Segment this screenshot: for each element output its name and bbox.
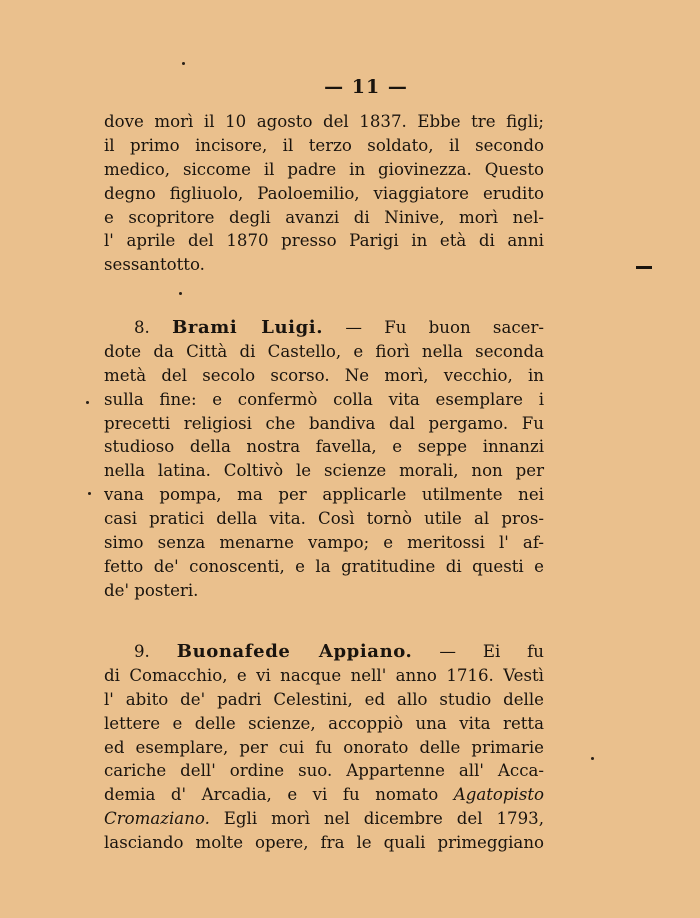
text-line: lettere e delle scienze, accoppiò una vita retta (104, 713, 544, 733)
entry-number: 8. (134, 318, 150, 337)
text-line: casi pratici della vita. Così tornò utile al pros- (104, 509, 544, 529)
text-line: metà del secolo scorso. Ne morì, vecchio, in (104, 365, 544, 385)
text-line: cariche dell' ordine suo. Appartenne all' Acca- (104, 761, 544, 781)
print-speck (88, 492, 91, 495)
entry-text: — Fu buon sacer- (345, 318, 544, 337)
text-line: de' posteri. (104, 580, 199, 600)
text-line: fetto de' conoscenti, e la gratitudine di questi e (104, 556, 544, 576)
text-line: l' aprile del 1870 presso Parigi in età di anni (104, 231, 544, 251)
print-speck (182, 62, 185, 65)
text-line: e scopritore degli avanzi di Ninive, morì nel- (104, 207, 544, 227)
entry-name: Buonafede Appiano. (176, 641, 413, 662)
text-line: ed esemplare, per cui fu onorato delle primarie (104, 737, 544, 757)
text-line: precetti religiosi che bandiva dal pergamo. Fu (104, 413, 544, 433)
text-line (104, 807, 544, 831)
paragraph-continuation (104, 110, 544, 277)
text-line: studioso della nostra favella, e seppe innanzi (104, 437, 544, 457)
text-line: sessantotto. (104, 255, 205, 275)
text-line: lasciando molte opere, fra le quali primeggiano (104, 833, 544, 853)
text-line: dove morì il 10 agosto del 1837. Ebbe tre figli; (104, 112, 544, 131)
text-line: di Comacchio, e vi nacque nell' anno 1716. Vestì (104, 665, 544, 685)
margin-dash-mark (636, 266, 652, 269)
print-speck (179, 292, 182, 295)
print-speck (86, 401, 89, 404)
italic-pseudonym: Agatopisto (453, 785, 544, 805)
entry-brami-luigi (104, 316, 544, 603)
entry-number: 9. (134, 642, 150, 661)
page-number: — 11 — (324, 76, 408, 98)
entry-name: Brami Luigi. (172, 317, 324, 338)
text-line: simo senza menarne vampo; e meritossi l' af- (104, 533, 544, 553)
italic-pseudonym: Cromaziano. (104, 809, 210, 829)
entry-text: — Ei fu (439, 642, 544, 661)
text-line: l' abito de' padri Celestini, ed allo studio delle (104, 689, 544, 709)
entry-buonafede-appiano (104, 640, 544, 855)
text-fragment: demia d' Arcadia, e vi fu nomato (104, 785, 439, 805)
entry-heading-line (104, 316, 544, 340)
text-line: medico, siccome il padre in giovinezza. Questo (104, 159, 544, 179)
text-line (104, 783, 544, 807)
text-line: il primo incisore, il terzo soldato, il secondo (104, 135, 544, 155)
text-line: degno figliuolo, Paoloemilio, viaggiatore erudito (104, 183, 544, 203)
entry-heading-line (104, 640, 544, 664)
print-speck (591, 757, 594, 760)
text-fragment: Egli morì nel dicembre del 1793, (223, 809, 544, 829)
text-line: sulla fine: e confermò colla vita esemplare i (104, 389, 544, 409)
text-line: dote da Città di Castello, e fiorì nella seconda (104, 341, 544, 361)
text-line: vana pompa, ma per applicarle utilmente nei (104, 485, 544, 505)
text-line: nella latina. Coltivò le scienze morali, non per (104, 461, 544, 481)
